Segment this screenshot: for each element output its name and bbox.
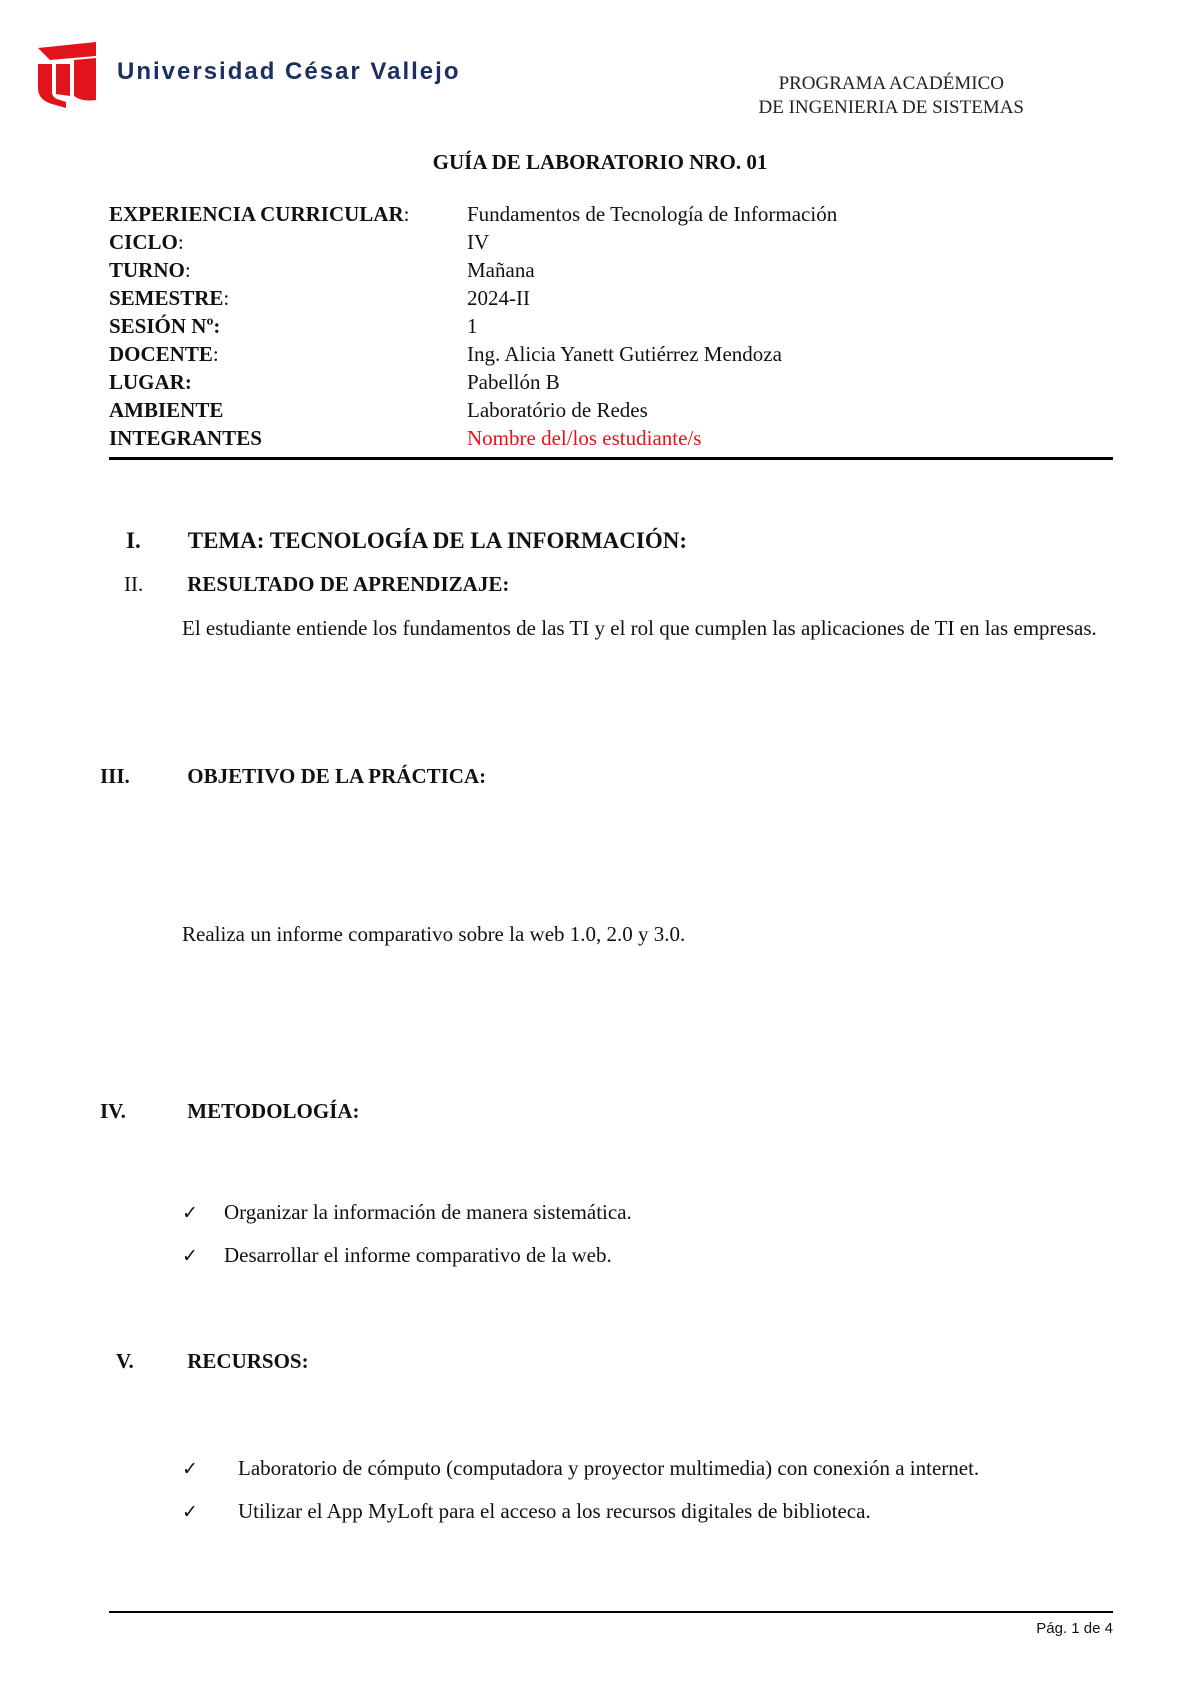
- info-label: DOCENTE: [109, 342, 213, 366]
- info-separator: :: [223, 286, 230, 310]
- section-title: RESULTADO DE APRENDIZAJE:: [187, 572, 510, 596]
- header-divider: [109, 457, 1113, 460]
- info-row: [109, 370, 837, 398]
- students-placeholder: Nombre del/los estudiante/s: [467, 426, 702, 450]
- section-resources: [100, 1349, 309, 1374]
- section-number: II.: [124, 572, 144, 596]
- section-title: RECURSOS:: [187, 1349, 309, 1373]
- section-number: I.: [126, 528, 141, 553]
- info-label: INTEGRANTES: [109, 426, 262, 450]
- info-row: [109, 398, 837, 426]
- info-label: SESIÓN Nº:: [109, 314, 221, 338]
- section-title: TEMA: TECNOLOGÍA DE LA INFORMACIÓN:: [187, 528, 687, 553]
- list-item: [182, 1243, 632, 1286]
- info-label: EXPERIENCIA CURRICULAR: [109, 202, 404, 226]
- info-row: [109, 202, 837, 230]
- info-separator: :: [184, 258, 191, 282]
- section-title: METODOLOGÍA:: [187, 1099, 360, 1123]
- info-row: [109, 426, 837, 454]
- list-item: [182, 1456, 979, 1499]
- info-row: [109, 230, 837, 258]
- resources-list: [182, 1456, 979, 1542]
- list-item-text: Desarrollar el informe comparativo de la web.: [224, 1243, 612, 1267]
- info-value: Ing. Alicia Yanett Gutiérrez Mendoza: [467, 342, 782, 366]
- info-separator: :: [177, 230, 184, 254]
- info-separator: :: [403, 202, 410, 226]
- section-title: OBJETIVO DE LA PRÁCTICA:: [187, 764, 487, 788]
- info-value: Fundamentos de Tecnología de Información: [467, 202, 838, 226]
- info-row: [109, 286, 837, 314]
- check-icon: ✓: [182, 1458, 198, 1480]
- academic-program: [759, 72, 1024, 120]
- list-item-text: Organizar la información de manera sistemática.: [224, 1200, 632, 1224]
- info-label: CICLO: [109, 230, 178, 254]
- info-value: IV: [467, 230, 490, 254]
- list-item-text: Laboratorio de cómputo (computadora y proyector multimedia) con conexión a internet.: [238, 1456, 980, 1480]
- methodology-list: [182, 1200, 632, 1286]
- section-methodology: [100, 1099, 360, 1124]
- objective-text: Realiza un informe comparativo sobre la web 1.0, 2.0 y 3.0.: [182, 922, 686, 946]
- info-value: Pabellón B: [467, 370, 560, 394]
- check-icon: ✓: [182, 1501, 198, 1523]
- info-row: [109, 314, 837, 342]
- list-item-text: Utilizar el App MyLoft para el acceso a los recursos digitales de biblioteca.: [238, 1499, 871, 1523]
- list-item: [182, 1499, 979, 1542]
- section-topic: [100, 528, 687, 554]
- page-number: Pág. 1 de 4: [1036, 1620, 1113, 1637]
- info-label: TURNO: [109, 258, 185, 282]
- info-label: LUGAR:: [109, 370, 192, 394]
- guide-title: GUÍA DE LABORATORIO NRO. 01: [432, 150, 768, 174]
- section-learning-outcome: [100, 572, 509, 597]
- section-number: V.: [116, 1349, 134, 1373]
- footer-divider: [109, 1611, 1113, 1613]
- section-objective: [100, 764, 486, 789]
- program-line-1: PROGRAMA ACADÉMICO: [778, 73, 1004, 94]
- info-label: AMBIENTE: [109, 398, 224, 422]
- university-name: Universidad César Vallejo: [117, 58, 461, 85]
- learning-outcome-text: El estudiante entiende los fundamentos de las TI y el rol que cumplen las aplicaciones de TI en las empresas.: [182, 616, 1097, 640]
- info-value: 2024-II: [467, 286, 530, 310]
- info-value: 1: [467, 314, 478, 338]
- info-row: [109, 258, 837, 286]
- program-line-2: DE INGENIERIA DE SISTEMAS: [758, 97, 1024, 118]
- info-value: Mañana: [467, 258, 535, 282]
- course-info: [109, 202, 837, 454]
- info-value: Laboratório de Redes: [467, 398, 648, 422]
- list-item: [182, 1200, 632, 1243]
- info-label: SEMESTRE: [109, 286, 224, 310]
- section-number: III.: [100, 764, 130, 788]
- check-icon: ✓: [182, 1202, 198, 1224]
- check-icon: ✓: [182, 1245, 198, 1267]
- section-number: IV.: [100, 1099, 126, 1123]
- info-separator: :: [212, 342, 219, 366]
- info-row: [109, 342, 837, 370]
